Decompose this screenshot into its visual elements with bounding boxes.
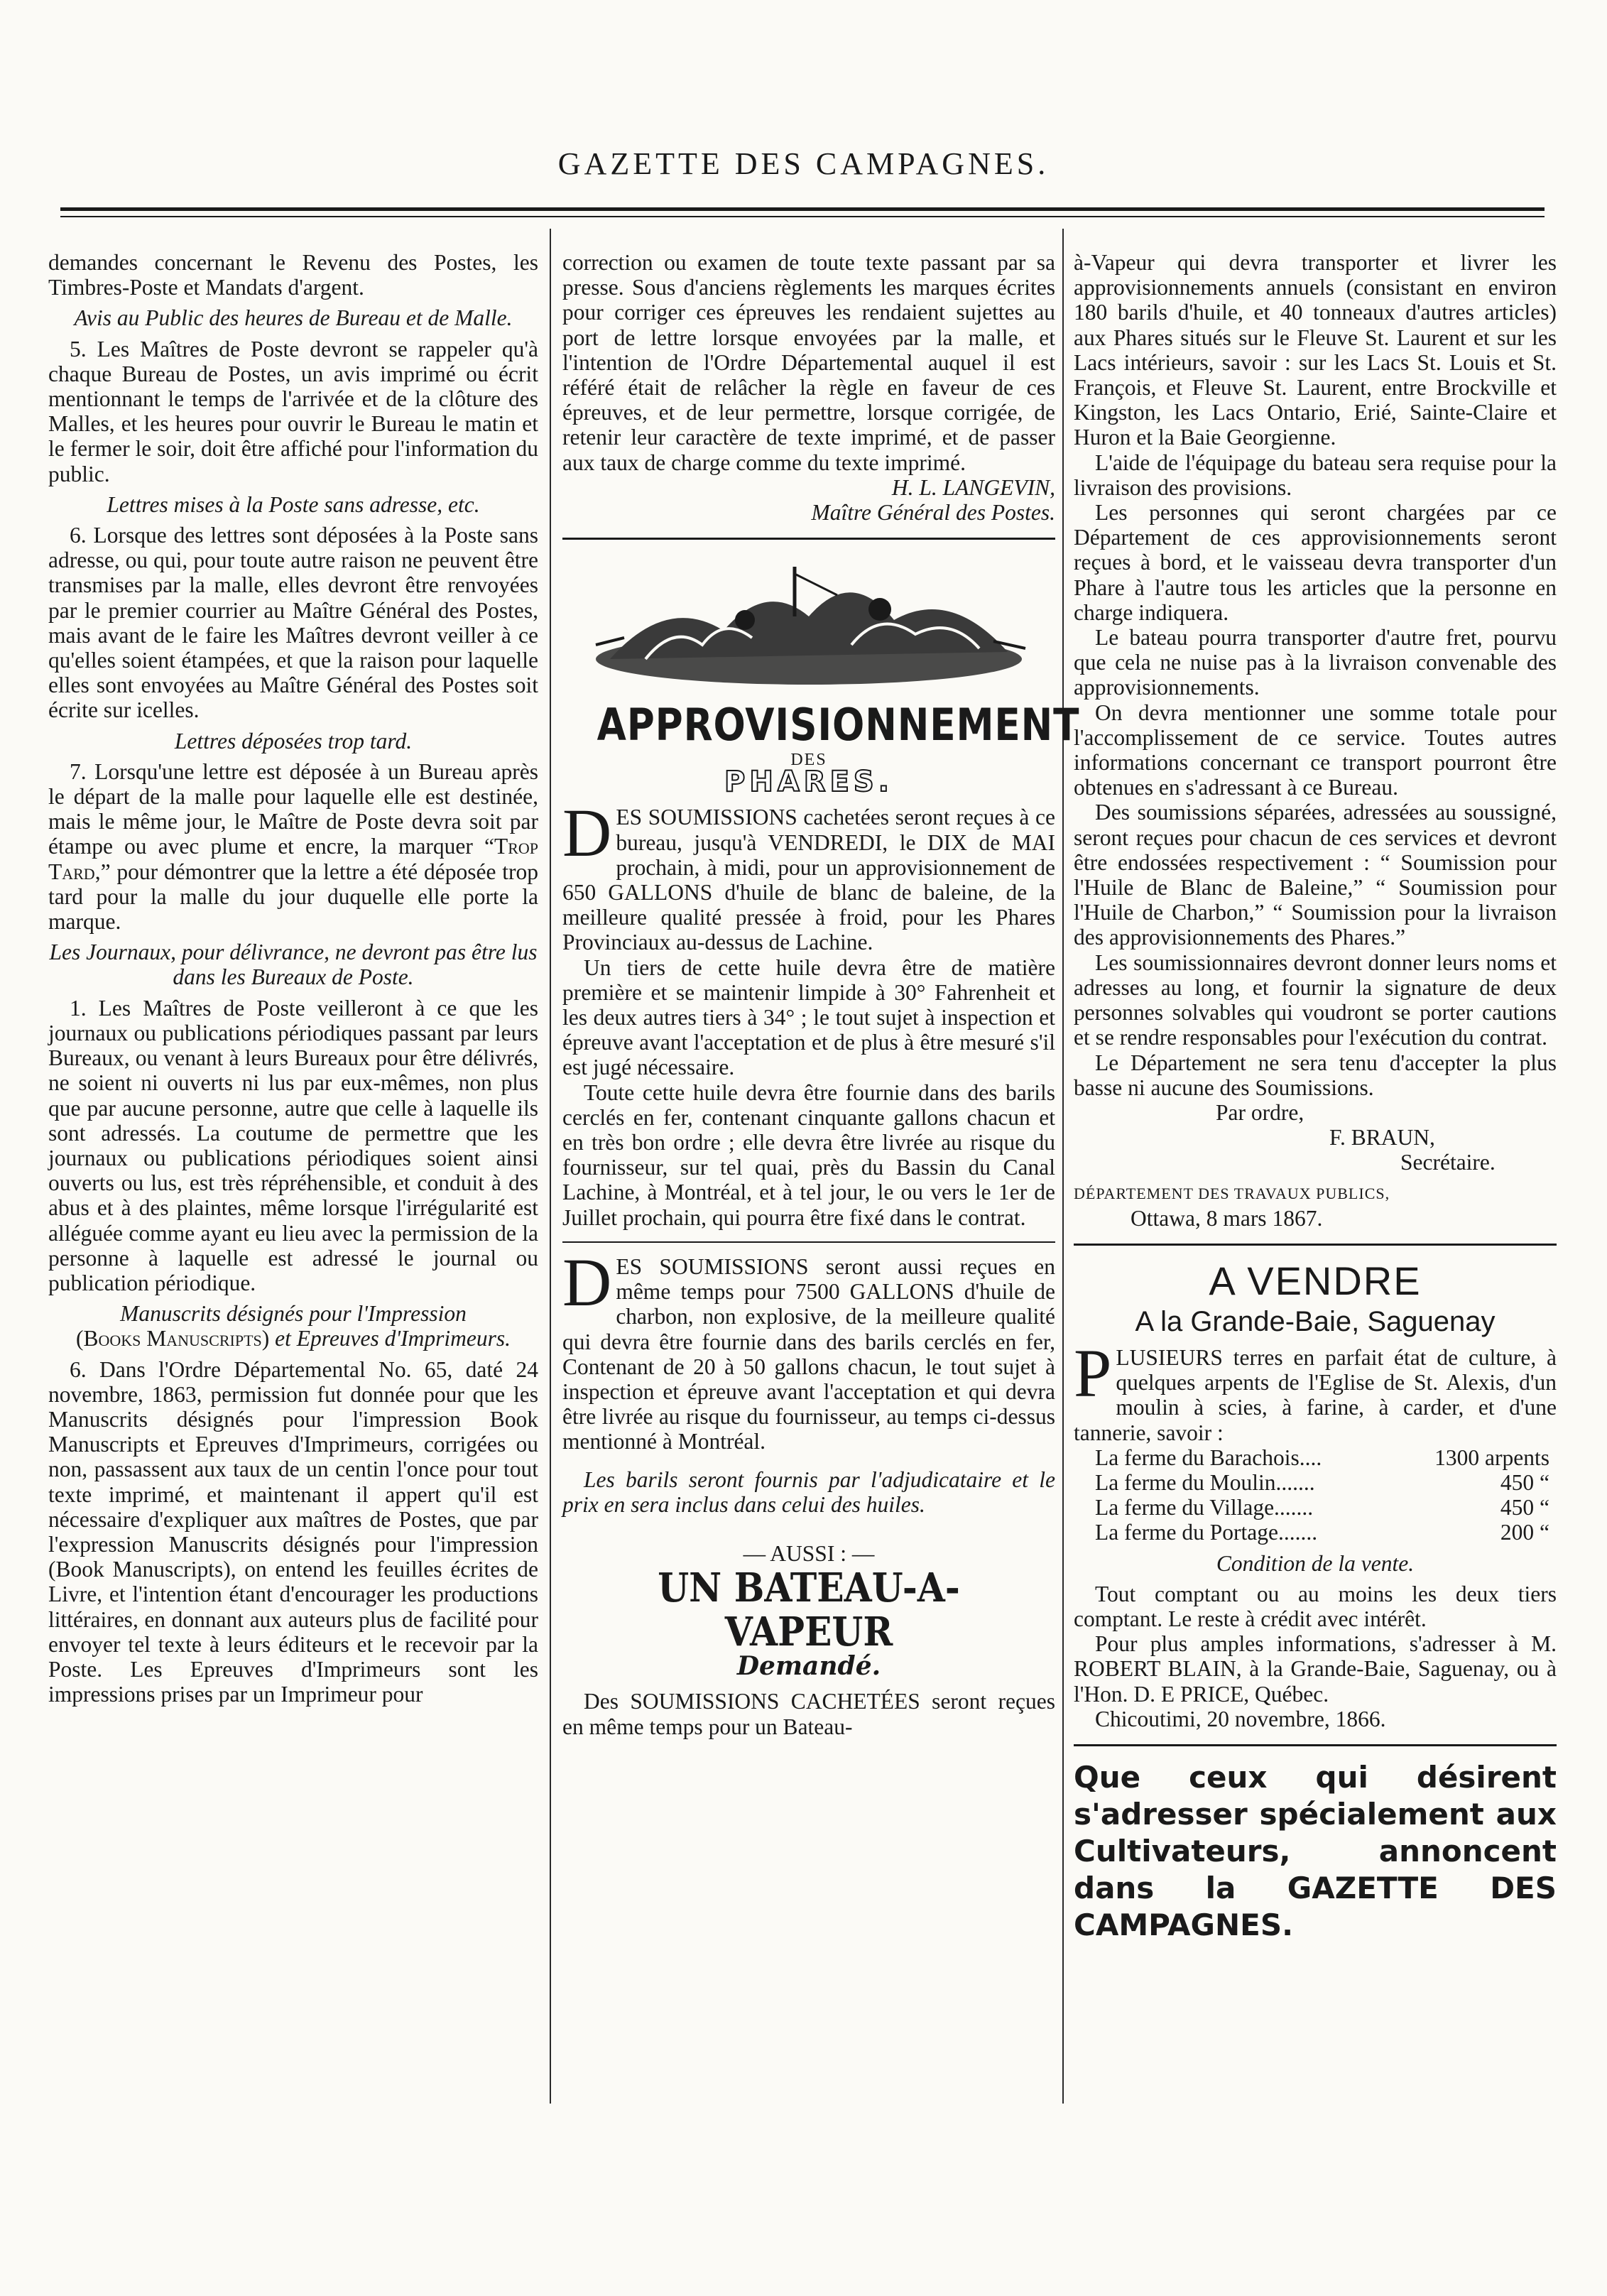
farm-value: 200 “ (1500, 1520, 1549, 1545)
column-1 (48, 250, 538, 1707)
divider (1074, 1744, 1557, 1746)
text: Manuscrits désignés pour l'Impression (120, 1301, 467, 1327)
divider (562, 538, 1055, 540)
paragraph: Pour plus amples informations, s'adresser à M. ROBERT BLAIN, à la Grande-Baie, Saguenay, ou à l'Hon. D. E PRICE, Québec. (1074, 1631, 1557, 1707)
farm-row (1074, 1520, 1557, 1545)
paragraph: Des SOUMISSIONS CACHETÉES seront reçues en même temps pour un Bateau- (562, 1689, 1055, 1739)
promo-notice: Que ceux qui désirent s'adresser spécialement aux Cultivateurs, annoncent dans la GAZETTE DES CAMPAGNES. (1074, 1759, 1557, 1942)
section-heading (48, 1301, 538, 1351)
for-sale-location: A la Grande-Baie, Saguenay (1135, 1305, 1496, 1337)
paragraph: L'aide de l'équipage du bateau sera requise pour la livraison des provisions. (1074, 450, 1557, 500)
section-heading: Avis au Public des heures de Bureau et de Malle. (74, 305, 513, 331)
ad-title: APPROVISIONNEMENT (597, 699, 1080, 751)
masthead-rule-thin (60, 216, 1545, 217)
divider (562, 1241, 1055, 1243)
masthead-title: GAZETTE DES CAMPAGNES. (557, 146, 1050, 181)
paragraph: Tout comptant ou au moins les deux tiers comptant. Le reste à crédit avec intérêt. (1074, 1581, 1557, 1631)
paragraph: Toute cette huile devra être fournie dans des barils cerclés en fer, contenant cinquante gallons chacun et en très bon ordre ; elle devra être livrée au risque du fournisseur, sur tel quai, près du Bassin du Canal Lachine, à Montréal, et à tel jour, le ou vers le 1er de Juillet prochain, qui pourra être fixé dans le contrat. (562, 1079, 1055, 1230)
paragraph: Le bateau pourra transporter d'autre fret, pourvu que cela ne nuise pas à la livraison convenable des approvisionnements. (1074, 625, 1557, 700)
section-heading: Les Journaux, pour délivrance, ne devront pas être lus dans les Bureaux de Poste. (49, 940, 538, 990)
column-2 (562, 250, 1080, 1739)
bateau-headline: UN BATEAU-A-VAPEUR (658, 1565, 960, 1656)
divider (1074, 1244, 1557, 1246)
paragraph: Le Département ne sera tenu d'accepter la plus basse ni aucune des Soumissions. (1074, 1050, 1557, 1100)
farm-row (1074, 1445, 1557, 1470)
text: ” pour démontrer que la lettre a été déposée trop tard pour la malle du jour duquelle elle porte la marque. (48, 859, 538, 935)
demande-label: Demandé. (736, 1651, 881, 1682)
paragraph (48, 759, 538, 934)
date-line: Chicoutimi, 20 novembre, 1866. (1095, 1706, 1386, 1731)
section-heading: Condition de la vente. (1216, 1550, 1415, 1576)
farm-name: La ferme du Village....... (1095, 1495, 1314, 1520)
farm-row (1074, 1495, 1557, 1520)
paragraph: Des soumissions séparées, adressées au soussigné, seront reçues pour chacun de ces services et devront être endossées respectivement : “ Soumission pour l'Huile de Blanc de Baleine,” “ Soumission pour l'Huile de Charbon,” “ Soumission pour la livraison des approvisionnements des Phares.” (1074, 800, 1557, 950)
farm-name: La ferme du Portage....... (1095, 1520, 1318, 1545)
paragraph: Un tiers de cette huile devra être de matière première et se maintenir limpide à 30° Fahrenheit et les deux autres tiers à 34° ; le tout sujet à inspection et épreuve avant l'acceptation et de plus à être mesuré s'il est jugé nécessaire. (562, 954, 1055, 1080)
ad-subtitle: DES (790, 751, 827, 770)
text: et Epreuves d'Imprimeurs. (269, 1326, 511, 1351)
ad-subtitle-outlined: PHARES. (724, 766, 893, 799)
farm-value: 450 “ (1500, 1495, 1549, 1520)
section-heading: Lettres déposées trop tard. (174, 728, 413, 753)
par-ordre: Par ordre, (1216, 1099, 1304, 1125)
paragraph: à-Vapeur qui devra transporter et livrer les approvisionnements annuels (consistant en environ 180 barils d'huile, et 40 tonneaux d'autres articles) aux Phares situés sur le Fleuve St. Laurent et sur les Lacs intérieurs, savoir : sur les Lacs St. Louis et St. François, et Fleuve St. Laurent, entre Brockville et Kingston, les Lacs Ontario, Erié, Sainte-Claire et Huron et la Baie Georgienne. (1074, 250, 1557, 450)
paragraph: DES SOUMISSIONS seront aussi reçues en même temps pour 7500 GALLONS d'huile de charbon, non explosive, de la meilleure qualité qui devra être fournie dans des barils cerclés en fer, Contenant de 20 à 50 gallons chacun, le tout sujet à inspection et épreuve avant l'acceptation et qui devra être livrée au risque du fournisseur, au temps ci-dessus mentionné à Montréal. (562, 1244, 1055, 1454)
paragraph: Les soumissionnaires devront donner leurs noms et adresses au long, et fournir la signature de deux personnes solvables qui voudront se porter cautions et se rendre responsables pour l'exécution du contrat. (1074, 950, 1557, 1050)
signature-title: Secrétaire. (1400, 1150, 1496, 1175)
farm-value: 450 “ (1500, 1469, 1549, 1495)
paragraph: demandes concernant le Revenu des Postes, les Timbres-Poste et Mandats d'argent. (48, 250, 538, 300)
paragraph: correction ou examen de toute texte passant par sa presse. Sous d'anciens règlements les marques écrites pour corriger ces épreuves les rendaient sujettes au port de lettre lorsque envoyées par la malle, et l'intention de l'Ordre Départemental auquel il est référé était de relâcher la règle en faveur de ces épreuves, et de leur permettre, lorsque corrigée, de retenir leur caractère de texte imprimé, et de passer aux taux de charge comme du texte imprimé. (562, 250, 1055, 475)
paragraph: 6. Lorsque des lettres sont déposées à la Poste sans adresse, ou qui, pour toute autre raison ne peuvent être transmises par la malle, elles devront être renvoyées par le premier courrier au Maître Général des Postes, mais avant de le faire les Maîtres devront veiller à ce qu'elles soient étampées, et que la raison pour laquelle elles sont envoyées au Maître Général des Postes soit écrite sur icelles. (48, 523, 538, 723)
masthead-rule (60, 207, 1545, 211)
farm-name: La ferme du Barachois.... (1095, 1444, 1322, 1470)
signature-title: Maître Général des Postes. (811, 500, 1055, 526)
paragraph: 6. Dans l'Ordre Départemental No. 65, daté 24 novembre, 1863, permission fut donnée pour que les Manuscrits désignés pour l'impression Book Manuscripts et Epreuves d'Imprimeurs, corrigées ou non, passassent aux taux de un centin l'once pour tout texte imprimé, et maintenant il appert qu'il est nécessaire d'expliquer aux maîtres de Postes, que par l'expression Manuscrits désignés pour l'impression (Book Manuscripts), on entend les feuilles écrites de Livre, et l'intention étant d'encourager les productions littéraires, en donnant aux auteurs plus de facilité pour envoyer tel texte à leurs éditeurs et le recevoir par la Poste. Les Epreuves d'Imprimeurs sont les impressions prises par un Imprimeur pour (48, 1356, 538, 1707)
text: (Books Manuscripts) (75, 1326, 270, 1351)
text: 7. Lorsqu'une lettre est déposée à un Bureau après le départ de la malle pour laquelle elle est destinée, mais le même jour, le Maître de Poste devra soit par étampe ou avec plume et encre, la marquer “ (48, 758, 538, 859)
column-3 (1074, 250, 1557, 1944)
paragraph: PLUSIEURS terres en parfait état de culture, à quelques arpents de l'Eglise de St. Alexis, d'un moulin à scies, à farine, à carder, et d'une tannerie, savoir : (1074, 1334, 1557, 1445)
ship-ornament-icon (582, 553, 1036, 695)
section-heading: Lettres mises à la Poste sans adresse, etc. (107, 491, 480, 517)
paragraph: 1. Les Maîtres de Poste veilleront à ce que les journaux ou publications périodiques passant par leurs Bureaux, ou venant à leurs Bureaux pour être délivrés, ne soient ni ouverts ni lus par eux-mêmes, non plus que par aucune personne, autre que celle à laquelle ils sont adressés. La coutume de permettre que les journaux ou publications périodiques soient ainsi ouverts ou lus, est très répréhensible, et conduit à des abus et à des plaintes, même lorsque l'irrégularité est alléguée comme ayant eu lieu avec la permission de la personne à laquelle est adressé le journal ou publication périodique. (48, 995, 538, 1295)
for-sale-title: A VENDRE (1209, 1258, 1422, 1303)
paragraph: 5. Les Maîtres de Poste devront se rappeler qu'à chaque Bureau de Postes, un avis imprimé ou écrit mentionnant le temps de l'arrivée et de la clôture des Malles, et les heures pour ouvrir le Bureau le matin et le fermer le soir, doit être affiché pour l'information du public. (48, 336, 538, 486)
paragraph: On devra mentionner une somme totale pour l'accomplissement de ce service. Toutes autres informations concernant ce transport pourront être obtenues en s'adressant à ce Bureau. (1074, 700, 1557, 800)
column-divider-1 (550, 229, 551, 2104)
signature-name: H. L. LANGEVIN, (891, 474, 1055, 500)
farm-value: 1300 arpents (1434, 1444, 1549, 1470)
farm-row (1074, 1470, 1557, 1495)
paragraph: DES SOUMISSIONS cachetées seront reçues à ce bureau, jusqu'à VENDREDI, le DIX de MAI prochain, à midi, pour un approvisionnement de 650 GALLONS d'huile de blanc de baleine, de la meilleure qualité pressée à froid, pour les Phares Provinciaux au-dessus de Lachine. (562, 795, 1055, 955)
signature-name: F. BRAUN, (1329, 1125, 1435, 1150)
department-label: DÉPARTEMENT DES TRAVAUX PUBLICS, (1074, 1184, 1390, 1202)
date-line: Ottawa, 8 mars 1867. (1131, 1205, 1323, 1231)
farm-name: La ferme du Moulin....... (1095, 1469, 1315, 1495)
paragraph: Les barils seront fournis par l'adjudicataire et le prix en sera inclus dans celui des huiles. (562, 1467, 1055, 1517)
paragraph: Les personnes qui seront chargées par ce Département de ces approvisionnements seront reçues à bord, et le vaisseau devra transporter d'un Phare à l'autre tous les articles que la personne en charge indiquera. (1074, 500, 1557, 625)
stamp-mark-text: Trop Tard, (48, 834, 538, 884)
column-divider-2 (1062, 229, 1064, 2104)
aussi-label: — AUSSI : — (743, 1540, 875, 1566)
